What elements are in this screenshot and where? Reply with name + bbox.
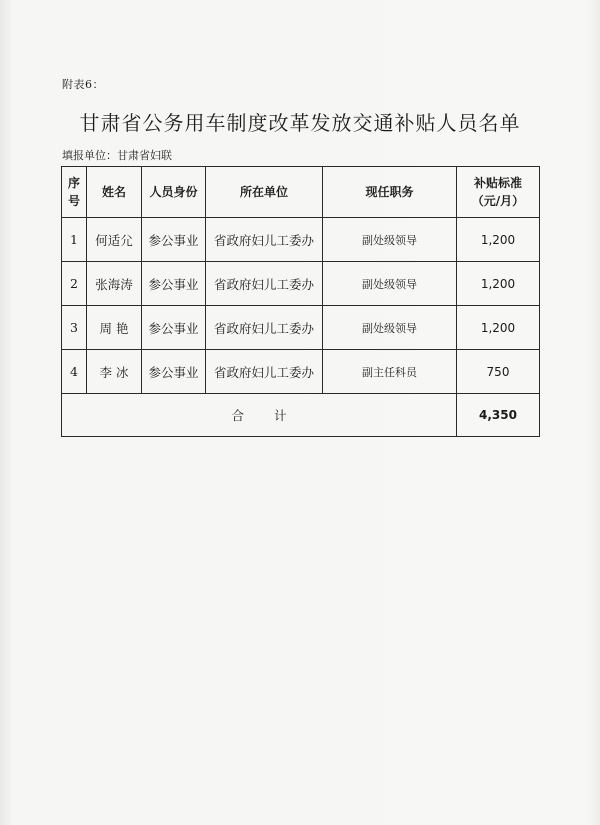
cell-subsidy: 1,200: [457, 218, 540, 262]
cell-name: 周 艳: [87, 306, 142, 350]
cell-subsidy: 750: [457, 350, 540, 394]
cell-position: 副处级领导: [323, 306, 457, 350]
cell-position: 副主任科员: [323, 350, 457, 394]
cell-identity: 参公事业: [142, 262, 206, 306]
header-position: 现任职务: [323, 167, 457, 218]
cell-unit: 省政府妇儿工委办: [206, 306, 323, 350]
total-row: [62, 394, 540, 437]
cell-unit: 省政府妇儿工委办: [206, 218, 323, 262]
cell-index: 3: [62, 306, 87, 350]
subsidy-table: [61, 166, 540, 437]
cell-index: 4: [62, 350, 87, 394]
header-name: 姓名: [87, 167, 142, 218]
cell-identity: 参公事业: [142, 350, 206, 394]
total-value: 4,350: [457, 394, 540, 437]
cell-name: 何适尣: [87, 218, 142, 262]
table-header-row: [62, 167, 540, 218]
table-row: [62, 262, 540, 306]
header-index: 序 号: [62, 167, 87, 218]
cell-position: 副处级领导: [323, 262, 457, 306]
table-row: [62, 306, 540, 350]
table-row: [62, 218, 540, 262]
header-unit: 所在单位: [206, 167, 323, 218]
total-label: 合计: [62, 394, 457, 437]
cell-subsidy: 1,200: [457, 262, 540, 306]
appendix-label: 附表6：: [62, 78, 104, 91]
cell-name: 李 冰: [87, 350, 142, 394]
cell-index: 2: [62, 262, 87, 306]
document-title: 甘肃省公务用车制度改革发放交通补贴人员名单: [79, 111, 521, 135]
cell-name: 张海涛: [87, 262, 142, 306]
table-row: [62, 350, 540, 394]
cell-unit: 省政府妇儿工委办: [206, 262, 323, 306]
cell-index: 1: [62, 218, 87, 262]
filler-unit: 填报单位：甘肃省妇联: [62, 149, 172, 162]
cell-position: 副处级领导: [323, 218, 457, 262]
header-subsidy: 补贴标准 （元/月）: [457, 167, 540, 218]
cell-subsidy: 1,200: [457, 306, 540, 350]
header-identity: 人员身份: [142, 167, 206, 218]
cell-unit: 省政府妇儿工委办: [206, 350, 323, 394]
cell-identity: 参公事业: [142, 218, 206, 262]
cell-identity: 参公事业: [142, 306, 206, 350]
